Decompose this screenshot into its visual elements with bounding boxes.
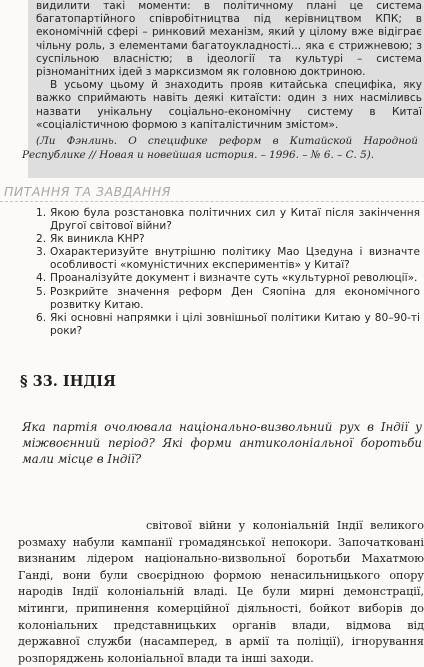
section-title: § 33. ІНДІЯ <box>20 373 116 390</box>
questions-list <box>36 207 420 338</box>
body-paragraph: світової війни у колоніальній Індії великого розмаху набули кампанії громадянської непокори. Започатковані визнаним лідером національно-визвольної боротьби Махатмою Ганді, вони були своєрідною формою ненасильницького опору народів Індії колоніальній владі. Це були мирні демонстрації, мітинги, припинення комерційної діяльності, бойкот виборів до колоніальних представницьких органів влади, відмова від державної служби (насамперед, в армії та поліції), ігнорування розпоряджень колоніальної влади та інші заходи. <box>18 519 424 665</box>
questions-heading <box>0 183 424 202</box>
excerpt-citation: (Ли Фэнлинь. О специфике реформ в Китайской Народной Республике // Новая и новейшая история. – 1996. – № 6. – С. 5). <box>22 135 418 161</box>
excerpt-paragraph-2: В усьому цьому й знаходить прояв китайська специфіка, яку важко сприймають навіть деякі китаїсти: один з них насміливсь назвати унікальну соціально-економічну систему в Китаї «соціалістичною формою з капіталістичним змістом». <box>36 79 422 131</box>
question-item: 4. Проаналізуйте документ і визначте суть «культурної революції». <box>36 272 418 285</box>
document-excerpt <box>36 0 422 132</box>
section-body-text <box>18 518 424 667</box>
question-item: 1. Якою була розстановка політичних сил у Китаї після закінчення Другої світової війни? <box>36 207 420 233</box>
questions-heading-text: ПИТАННЯ ТА ЗАВДАННЯ <box>4 184 171 199</box>
section-intro-questions: Яка партія очолювала національно-визвольний рух в Індії у міжвоєнний період? Які форми антиколоніальної боротьби мали місце в Індії? <box>22 420 422 466</box>
question-item: 2. Як виникла КНР? <box>36 233 145 246</box>
excerpt-paragraph-1: видилити такі моменти: в політичному плані це система багатопартійного співробітництва під керівництвом КПК; в економічній сфері – ринковий механізм, який у цілому вже відіграє чільну роль, з елементами багатоукладності... яка є стрижневою; з суспільною власністю; в ідеології та культурі – система різноманітних ідей з марксизмом як головною доктриною. <box>36 0 422 79</box>
question-item: 5. Розкрийте значення реформ Ден Сяопіна для економічного розвитку Китаю. <box>36 285 420 311</box>
question-item: 6. Які основні напрямки і цілі зовнішньої політики Китаю у 80–90-ті роки? <box>36 311 420 337</box>
question-item: 3. Охарактеризуйте внутрішню політику Мао Цзедуна і визначте особливості «комуністичних експериментів» у Китаї? <box>36 246 420 272</box>
